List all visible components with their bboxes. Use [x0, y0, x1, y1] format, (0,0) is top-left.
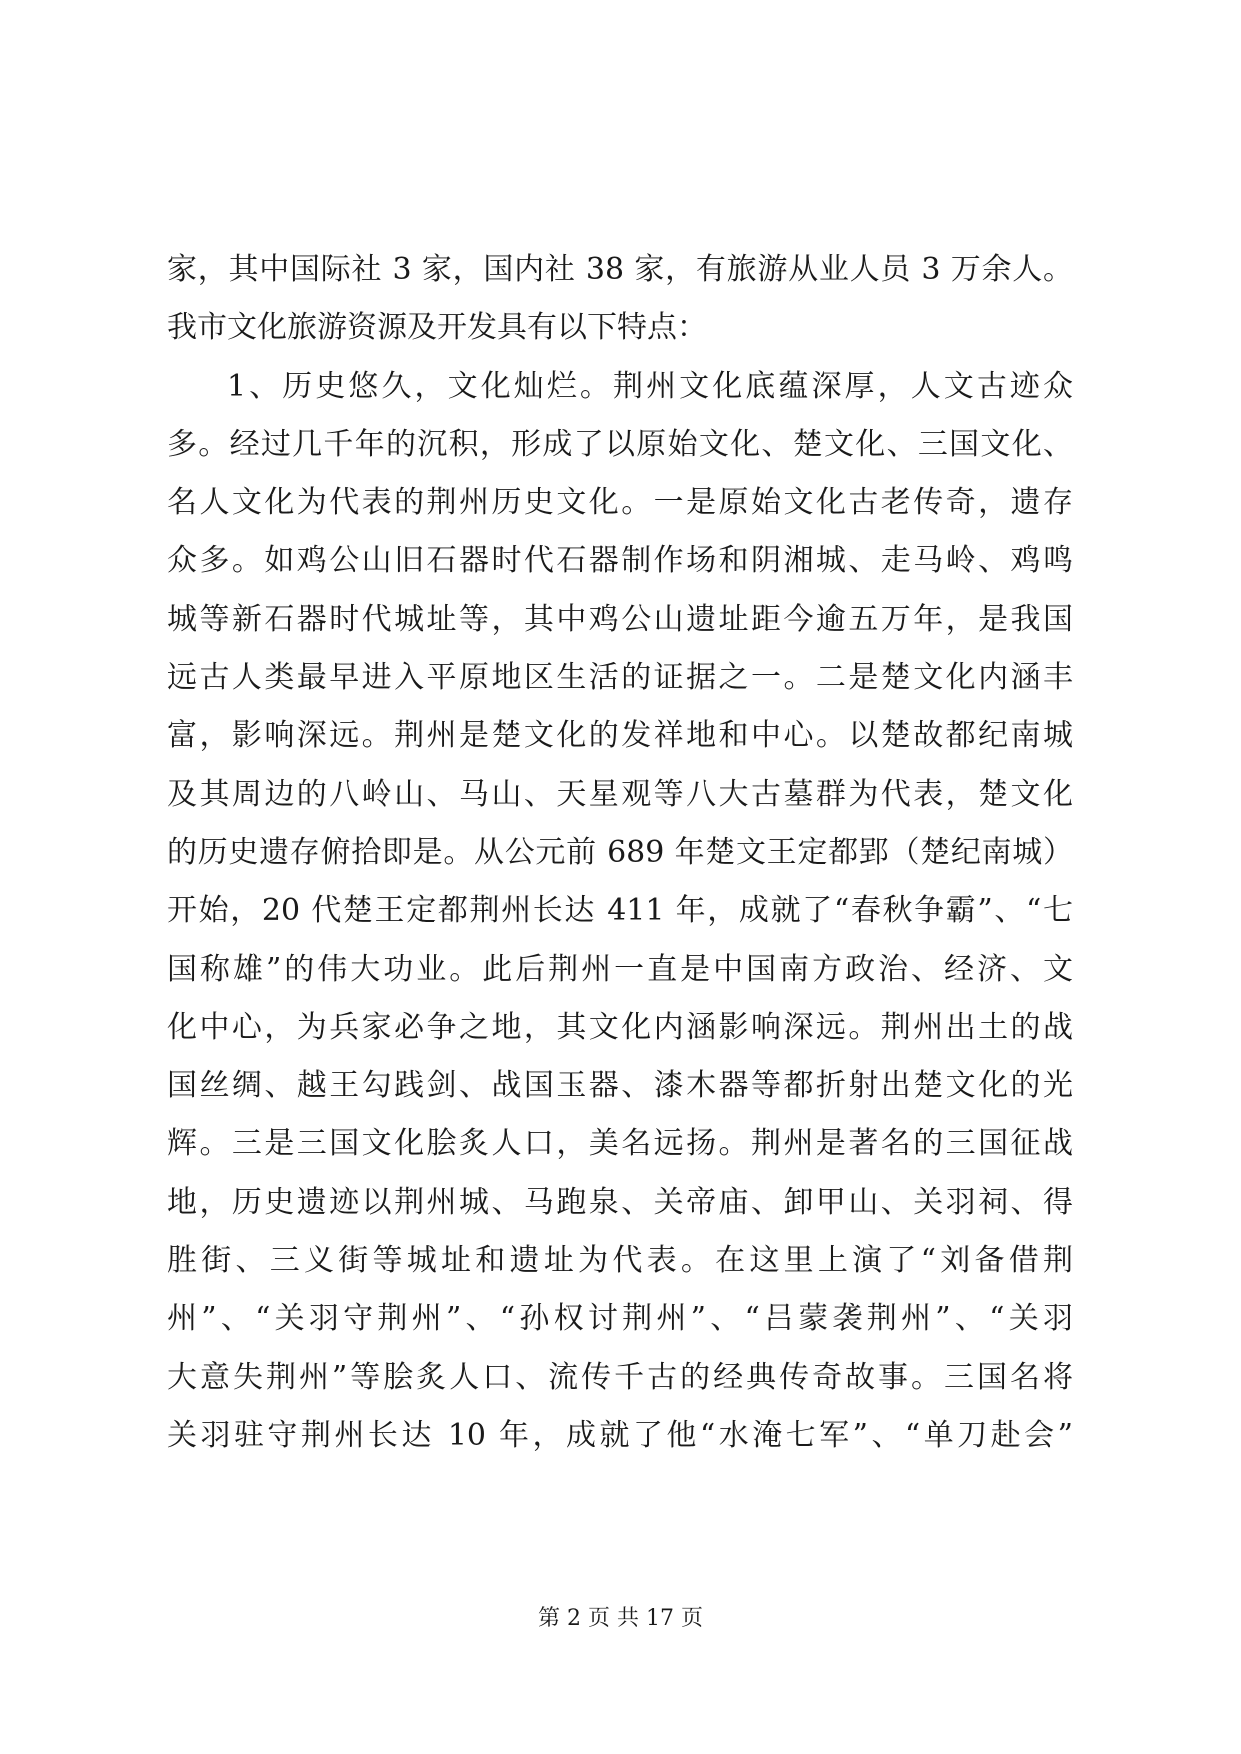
text-line: 国丝绸、越王勾践剑、战国玉器、漆木器等都折射出楚文化的光: [167, 1068, 1073, 1104]
text-line: 大意失荆州”等脍炙人口、流传千古的经典传奇故事。三国名将: [167, 1359, 1073, 1395]
body-text: [167, 241, 1073, 1465]
text-line: 及其周边的八岭山、马山、天星观等八大古墓群为代表，楚文化: [167, 776, 1073, 812]
text-line: 名人文化为代表的荆州历史文化。一是原始文化古老传奇，遗存: [167, 485, 1073, 521]
text-line: 我市文化旅游资源及开发具有以下特点：: [167, 310, 707, 346]
text-line: 州”、“关羽守荆州”、“孙权讨荆州”、“吕蒙袭荆州”、“关羽: [167, 1301, 1073, 1337]
text-line: 多。经过几千年的沉积，形成了以原始文化、楚文化、三国文化、: [167, 426, 1073, 462]
text-line: 富，影响深远。荆州是楚文化的发祥地和中心。以楚故都纪南城: [167, 718, 1073, 754]
text-line: 关羽驻守荆州长达 10 年，成就了他“水淹七军”、“单刀赴会”: [167, 1417, 1073, 1453]
text-line: 城等新石器时代城址等，其中鸡公山遗址距今逾五万年，是我国: [167, 601, 1073, 637]
text-line: 的历史遗存俯拾即是。从公元前 689 年楚文王定都郢（楚纪南城）: [167, 834, 1073, 870]
text-line: 远古人类最早进入平原地区生活的证据之一。二是楚文化内涵丰: [167, 660, 1073, 696]
text-line: 胜街、三义街等城址和遗址为代表。在这里上演了“刘备借荆: [167, 1243, 1073, 1279]
text-line: 化中心，为兵家必争之地，其文化内涵影响深远。荆州出土的战: [167, 1009, 1073, 1045]
text-line: 众多。如鸡公山旧石器时代石器制作场和阴湘城、走马岭、鸡鸣: [167, 543, 1073, 579]
text-line: 1、历史悠久，文化灿烂。荆州文化底蕴深厚，人文古迹众: [227, 368, 1073, 404]
text-line: 地，历史遗迹以荆州城、马跑泉、关帝庙、卸甲山、关羽祠、得: [167, 1184, 1073, 1220]
text-line: 辉。三是三国文化脍炙人口，美名远扬。荆州是著名的三国征战: [167, 1126, 1073, 1162]
page-number-footer: 第 2 页 共 17 页: [538, 1606, 703, 1631]
text-line: 家，其中国际社 3 家，国内社 38 家，有旅游从业人员 3 万余人。: [167, 252, 1073, 287]
text-line: 开始，20 代楚王定都荆州长达 411 年，成就了“春秋争霸”、“七: [167, 893, 1073, 929]
text-line: 国称雄”的伟大功业。此后荆州一直是中国南方政治、经济、文: [167, 951, 1073, 987]
